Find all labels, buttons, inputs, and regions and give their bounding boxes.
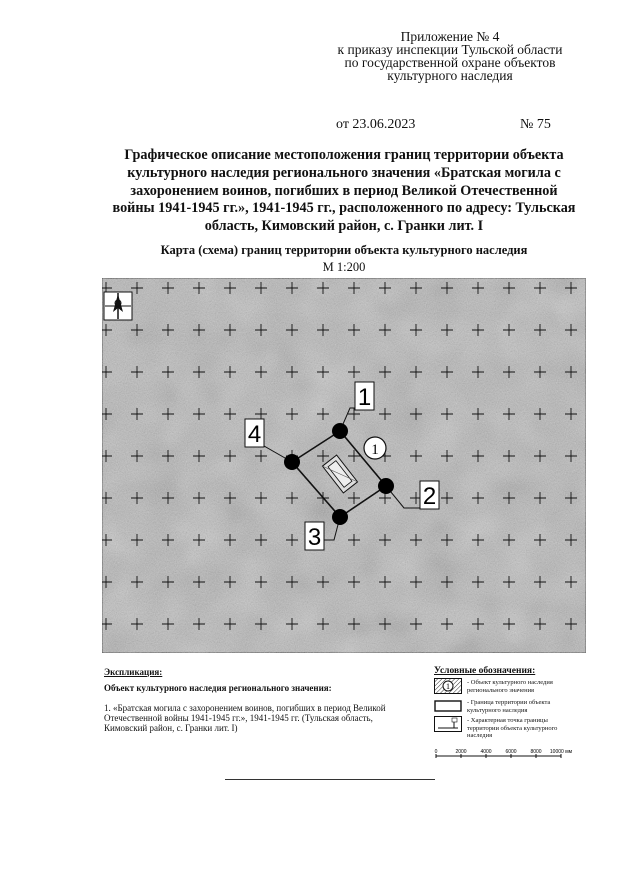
title-line: войны 1941-1945 гг.», 1941-1945 гг., расположенного по адресу: Тульская (112, 200, 576, 217)
boundary-point-2 (378, 478, 394, 494)
title-line: область, Кимовский район, с. Гранки лит. I (204, 218, 484, 235)
legend-text: - Граница территории объекта (467, 699, 551, 706)
legend-text: территории объекта культурного (467, 724, 558, 732)
point-number: 4 (247, 421, 262, 448)
order-date: от 23.06.2023 (336, 117, 416, 132)
order-number: № 75 (520, 117, 551, 132)
legend-heading: Условные обозначения: (434, 666, 536, 676)
legend-item (467, 699, 585, 714)
object-icon (434, 678, 462, 694)
title-line: Графическое описание местоположения границ территории объекта (124, 147, 564, 163)
signature-line (225, 779, 435, 780)
scale-bar (434, 746, 584, 772)
map-scale: М 1:200 (322, 260, 366, 274)
explication-subheading: Объект культурного наследия регионального значения: (104, 683, 332, 693)
point-label-1 (355, 382, 374, 411)
point-icon (434, 716, 462, 732)
legend-text: - Характерная точка границы (467, 717, 548, 724)
legend-text: культурного наследия (467, 706, 528, 714)
map-scheme (102, 278, 586, 653)
boundary-point-3 (332, 509, 348, 525)
scale-label: 4000 (480, 749, 492, 755)
legend-item (467, 679, 585, 694)
appendix-line: по государственной охране объектов (344, 55, 556, 70)
appendix-line: к приказу инспекции Тульской области (337, 42, 563, 57)
point-number: 1 (357, 384, 372, 411)
scale-label: 0 (434, 749, 438, 755)
point-number: 2 (422, 483, 437, 510)
explication-heading: Экспликация: (104, 667, 163, 677)
point-number: 3 (307, 524, 322, 551)
legend-text: наследия (467, 732, 493, 739)
point-label-2 (420, 481, 439, 510)
scale-label: 2000 (455, 749, 467, 755)
title-line: культурного наследия регионального значения «Братская могила с (127, 164, 561, 181)
map-title: Карта (схема) границ территории объекта культурного наследия (160, 243, 528, 257)
scale-label: 6000 (505, 749, 517, 755)
appendix-title: Приложение № 4 (400, 29, 500, 44)
document-title (84, 147, 604, 236)
title-line: захоронением воинов, погибших в период Великой Отечественной (130, 182, 558, 199)
scale-label: 10000 мм (549, 749, 573, 755)
north-arrow-icon (104, 292, 132, 320)
legend-item (467, 717, 585, 740)
boundary-point-4 (284, 454, 300, 470)
boundary-icon (434, 698, 462, 714)
scale-label: 8000 (530, 749, 542, 755)
explication-item (104, 703, 420, 733)
legend-text: регионального значения (467, 686, 535, 694)
point-label-3 (305, 522, 324, 551)
explication-line: 1. «Братская могила с захоронением воинов, погибших в период Великой (104, 703, 386, 713)
boundary-point-1 (332, 423, 348, 439)
appendix-header (300, 30, 600, 82)
svg-text:1: 1 (446, 682, 450, 691)
explication-line: Кимовский район, с. Гранки лит. I) (104, 723, 238, 733)
svg-text:1: 1 (371, 442, 379, 458)
object-marker (364, 437, 386, 459)
point-label-4 (245, 419, 264, 448)
legend-text: - Объект культурного наследия (467, 679, 553, 686)
explication-line: Отечественной войны 1941-1945 гг.», 1941-1945 гг. (Тульская область, (104, 713, 373, 723)
appendix-line: культурного наследия (387, 68, 513, 83)
